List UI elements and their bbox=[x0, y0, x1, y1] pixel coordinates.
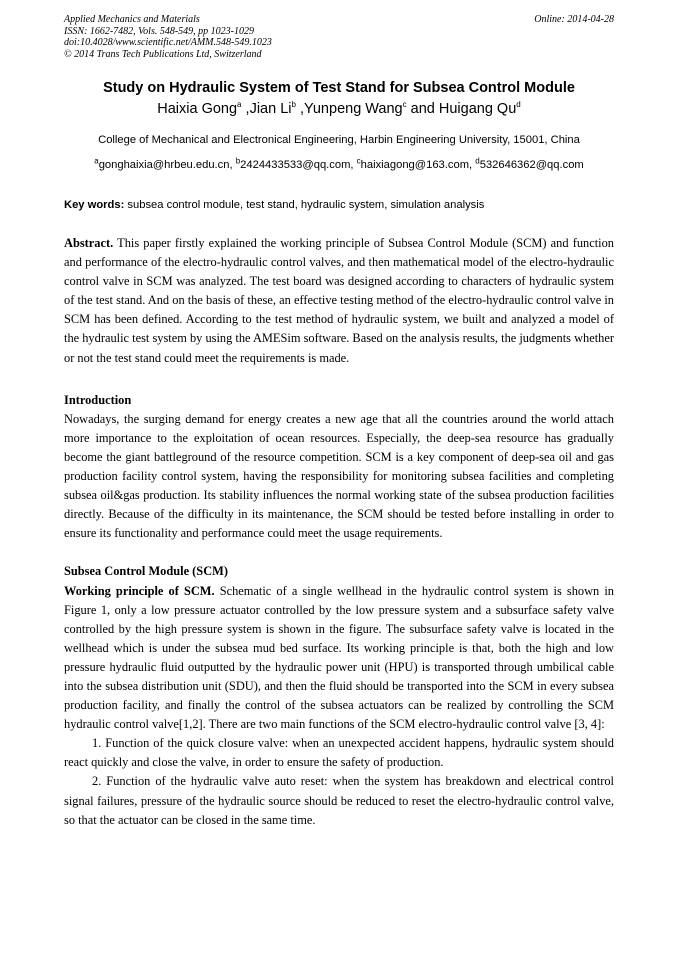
issn-line: ISSN: 1662-7482, Vols. 548-549, pp 1023-1029 bbox=[64, 25, 254, 37]
author-mark: a bbox=[237, 100, 242, 110]
author-mark: c bbox=[402, 100, 407, 110]
function-item: 2. Function of the hydraulic valve auto reset: when the system has breakdown and electrical control signal failures, pressure of the hydraulic source should be reduced to reset the electro-hydraulic control valve, so that the actuator can be closed in the same time. bbox=[64, 774, 614, 827]
affiliation: College of Mechanical and Electronical Engineering, Harbin Engineering University, 15001, China bbox=[98, 134, 580, 146]
email-mark: a bbox=[94, 156, 99, 166]
journal-name: Applied Mechanics and Materials bbox=[64, 14, 200, 25]
section-heading-scm: Subsea Control Module (SCM) bbox=[64, 564, 228, 579]
author-name: Huigang Qu bbox=[438, 101, 517, 117]
keywords-text: subsea control module, test stand, hydraulic system, simulation analysis bbox=[127, 199, 485, 211]
keywords bbox=[64, 199, 484, 211]
copyright-line: © 2014 Trans Tech Publications Ltd, Switzerland bbox=[64, 48, 262, 60]
email-address: 2424433533@qq.com bbox=[240, 159, 351, 171]
function-item: 1. Function of the quick closure valve: when an unexpected accident happens, hydraulic system should react quickly and close the valve, in order to ensure the safety of production. bbox=[64, 736, 614, 770]
journal-header bbox=[64, 14, 272, 60]
author-name: Jian Li bbox=[249, 101, 292, 117]
section-heading-introduction: Introduction bbox=[64, 392, 132, 407]
paper-title: Study on Hydraulic System of Test Stand for Subsea Control Module bbox=[103, 80, 575, 96]
online-date: Online: 2014-04-28 bbox=[534, 14, 614, 25]
author-mark: d bbox=[516, 100, 521, 110]
email-mark: b bbox=[235, 156, 241, 166]
email-address: gonghaixia@hrbeu.edu.cn bbox=[98, 159, 230, 171]
author-name: Yunpeng Wang bbox=[304, 101, 403, 117]
author-name: Haixia Gong bbox=[157, 101, 238, 117]
email-mark: c bbox=[356, 156, 361, 166]
author-mark: b bbox=[291, 100, 296, 110]
email-mark: d bbox=[475, 156, 480, 166]
doi-line: doi:10.4028/www.scientific.net/AMM.548-549.1023 bbox=[64, 37, 272, 48]
abstract-text: This paper firstly explained the working principle of Subsea Control Module (SCM) and function and performance of the electro-hydraulic control valves, and then mathematical model of the electro-hydraulic control valve in SCM was analyzed. The test board was designed according to characters of hydraulic system of the test stand. And on the basis of these, an effective testing method of the electro-hydraulic control valve in SCM has been defined. According to the test method of hydraulic system, we built and analyzed a model of the hydraulic test system by using the AMESim software. Based on the analysis results, the judgments whether or not the test stand could meet the requirements is made. bbox=[64, 236, 614, 365]
scm-text: Schematic of a single wellhead in the hydraulic control system is shown in Figure 1, only a low pressure actuator controlled by the low pressure system and a subsurface safety valve controlled by the high pressure system is shown in the figure. The subsurface safety valve is located in the wellhead which is under the subsea mud bed surface. Its working principle is that, both the high and low pressure hydraulic fluid outputted by the hydraulic power unit (HPU) is transported through umbilical cable into the subsea distribution unit (SDU), and then the fluid should be transported into the SCM in every subsea production facility, and finally the control of the subsea actuators can be realized by controlling the SCM hydraulic control valve[1,2]. There are two main functions of the SCM electro-hydraulic control valve [3, 4]: bbox=[64, 583, 614, 732]
email-address: haixiagong@163.com bbox=[360, 159, 470, 171]
email-address: 532646362@qq.com bbox=[479, 159, 584, 171]
keywords-label: Key words: bbox=[64, 199, 125, 211]
introduction-paragraph: Nowadays, the surging demand for energy creates a new age that all the countries around the world attach more importance to the exploitation of ocean resources. Especially, the deep-sea resource has gradually become the giant battleground of the resource competition. SCM is a key component of deep-sea oil and gas production facility control system, having the responsibility for monitoring subsea facilities and completing subsea oil&gas production. Its stability influences the normal working state of the subsea production facilities directly. Because of the difficulty in its maintenance, the SCM should be tested before installing in order to ensure its functionality and performance could meet the usage requirements. bbox=[64, 411, 614, 541]
author-list: Haixia Gong$^a$ ,Jian Li$^b$ ,Yunpeng Wang$^c$ and Huigang Qu$^d$ bbox=[157, 100, 521, 117]
abstract-label: Abstract. bbox=[64, 236, 114, 250]
paper-body bbox=[64, 234, 614, 830]
abstract-paragraph bbox=[64, 234, 614, 368]
email-list: $^a$gonghaixia@hrbeu.edu.cn, $^b$2424433533@qq.com, $^c$haixiagong@163.com, $^d$532646362@qq.com bbox=[94, 156, 584, 171]
subsection-label: Working principle of SCM. bbox=[64, 583, 215, 598]
scm-paragraph bbox=[64, 582, 614, 735]
